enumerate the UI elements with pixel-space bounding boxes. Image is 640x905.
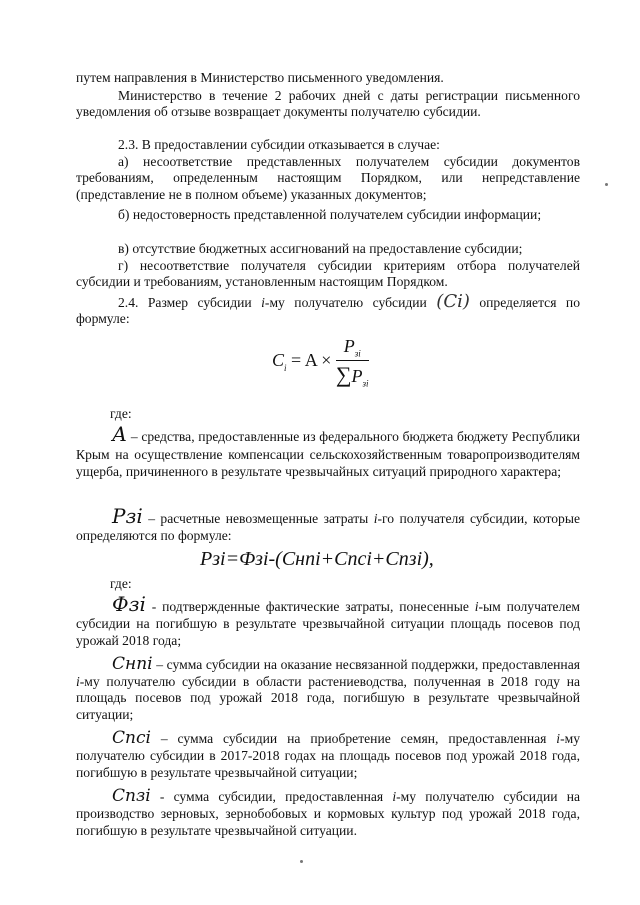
fzi-var-i: i [474,599,479,614]
pzi-text-a: – расчетные невозмещенные затраты [142,511,374,526]
paragraph-fzi-definition [76,592,580,649]
cpsi-text-a: – сумма субсидии на приобретение семян, предоставленная [150,731,557,746]
paragraph-intro [76,70,580,86]
label-where-2 [110,576,132,592]
item-v-text: в) отсутствие бюджетных ассигнований на предоставление субсидии; [118,241,523,256]
paragraph-item-v [76,241,580,257]
sum-symbol: ∑ [335,361,352,387]
ministry-text: Министерство в течение 2 рабочих дней с даты регистрации письменного уведомления об отзыве возвращает документы получателю субсидии. [76,88,580,120]
var-cpsi: Cпсi [112,728,151,748]
paragraph-2-3 [76,137,580,153]
formula-eq: = A × [286,350,336,371]
den-p: P [351,365,363,386]
where-1-text: где: [110,406,132,421]
section-2-4-mid: -му получателю субсидии [264,295,437,310]
scan-speck [605,183,608,186]
var-i: i [261,295,265,310]
cnpi-var-i: i [76,673,80,689]
item-b-text: б) недостоверность представленной получателем субсидии информации; [118,207,542,222]
cpsi-text-b: -му получателю субсидии в 2017-2018 годах на площадь посевов под урожай 2018 года, погибшую в результате чрезвычайной ситуации; [76,731,580,780]
paragraph-item-a [76,154,580,203]
formula-lhs-sub: i [284,362,287,373]
var-a: А [112,422,128,446]
var-fzi: Фзi [112,592,146,616]
item-g-text: г) несоответствие получателя субсидии критериям отбора получателей субсидии и требованиям, установленным настоящим Порядком. [76,258,580,290]
formula-fraction [336,336,369,388]
formula-lhs: C [272,350,285,371]
section-2-4-end: определяется по формуле: [76,295,580,327]
formula-numerator [336,336,369,361]
fzi-text-b: -ым получателем субсидии на погибшую в результате чрезвычайной ситуации площадь посевов под урожай 2018 года; [76,599,580,648]
a-definition-text: – средства, предоставленные из федерального бюджета бюджету Республики Крым на осуществление компенсации сельскохозяйственным товаропроизводителям ущерба, причиненного в результате чрезвычайных ситуаций природного характера; [76,429,580,480]
den-p-sub: зi [362,378,369,389]
paragraph-item-b [76,207,580,223]
scan-speck [300,860,303,863]
formula-pzi-text: Pзi=Фзi-(Cнпi+Cпсi+Cпзi), [200,548,434,570]
paragraph-cnpi-definition [76,656,580,723]
paragraph-item-g [76,258,580,291]
paragraph-cpsi-definition [76,730,580,781]
var-cpzi: Cпзi [112,786,151,806]
section-2-3-text: 2.3. В предоставлении субсидии отказывается в случае: [118,137,440,152]
formula-denominator [336,361,369,389]
where-2-text: где: [110,576,132,591]
var-cnpi: Cнпi [112,654,153,674]
formula-ci [272,336,369,388]
num-p: P [343,336,355,356]
cnpi-text-b: -му получателю субсидии в области растениеводства, полученная в 2018 году на площадь посевов под урожай 2018 года, погибшую в результате чрезвычайной ситуации; [76,673,580,722]
formula-pzi [200,548,434,571]
label-where-1 [110,406,132,422]
cpzi-text-a: - сумма субсидии, предоставленная [150,789,393,804]
pzi-var-i: i [373,511,378,526]
item-a-text: а) несоответствие представленных получателем субсидии документов требованиям, определенным настоящим Порядком, или непредставление (представление не в полном объеме) указанных документов; [76,154,580,202]
section-2-4-start: 2.4. Размер субсидии [118,295,262,310]
cpzi-text-b: -му получателю субсидии на производство зерновых, зернобобовых и кормовых культур под урожай 2018 года, погибшую в результате чрезвычайной ситуации. [76,789,580,838]
paragraph-a-definition [76,422,580,481]
cpsi-var-i: i [556,731,561,746]
paragraph-pzi-definition [76,504,581,544]
cpzi-var-i: i [392,789,397,804]
num-p-sub: зi [354,348,361,359]
paragraph-cpzi-definition [76,788,580,839]
cnpi-text-a: – сумма субсидии на оказание несвязанной поддержки, предоставленная [152,657,580,672]
paragraph-2-4 [76,291,580,328]
var-ci: (Ci) [436,291,470,312]
fzi-text-a: - подтвержденные фактические затраты, понесенные [145,599,475,614]
paragraph-ministry [76,88,580,121]
pzi-text-b: -го получателя субсидии, которые определяются по формуле: [76,511,581,543]
var-pzi: Pзi [112,504,143,528]
intro-text: путем направления в Министерство письменного уведомления. [76,70,444,85]
